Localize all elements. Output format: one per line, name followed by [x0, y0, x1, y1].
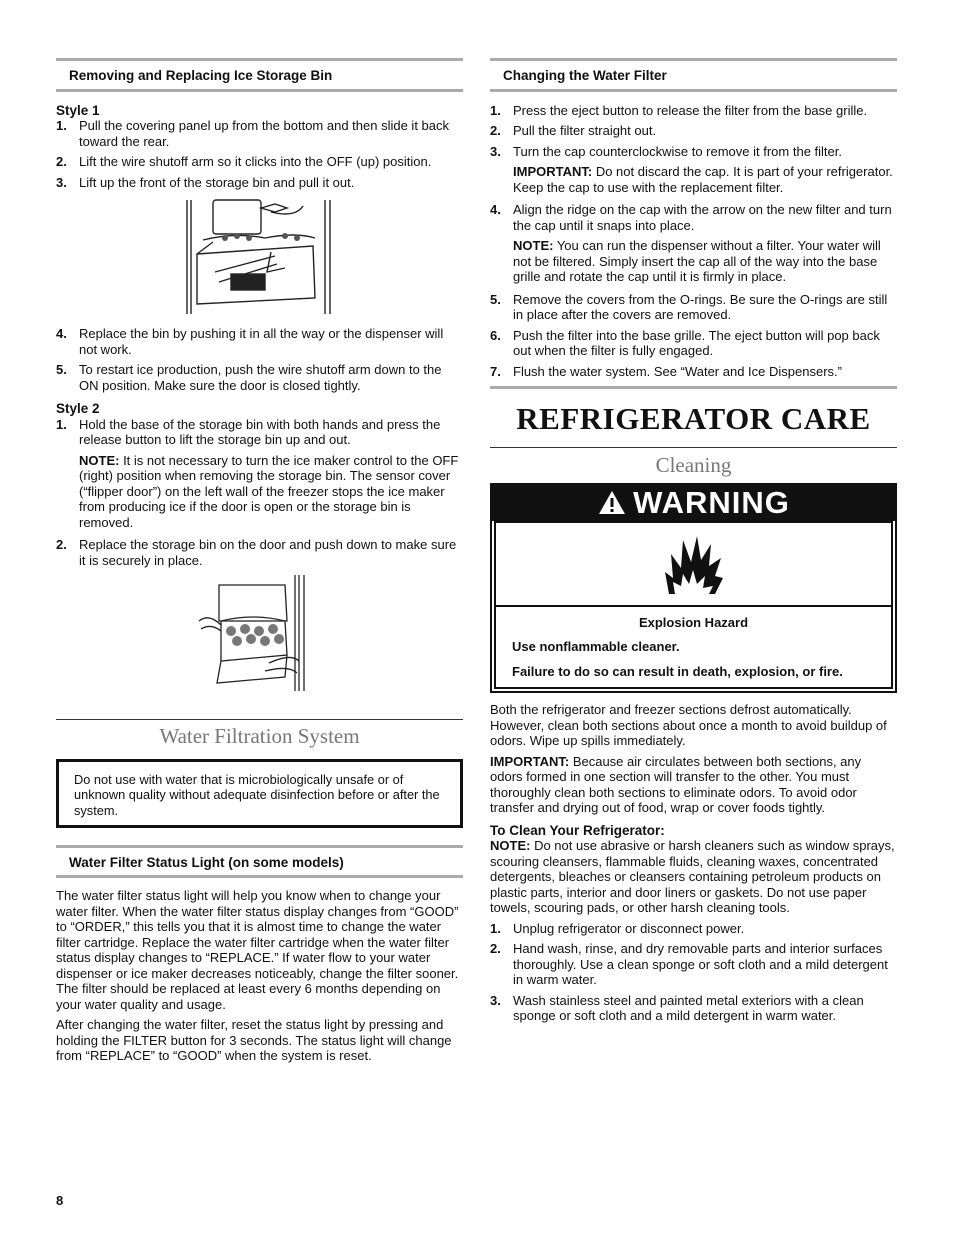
- important-note: IMPORTANT: Do not discard the cap. It is part of your refrigerator. Keep the cap to use with the replacement filter.: [513, 164, 893, 195]
- caution-box: Do not use with water that is microbiologically unsafe or of unknown quality without adequate disinfection before or after the system.: [56, 759, 463, 828]
- list-item: 3. Turn the cap counterclockwise to remove it from the filter. IMPORTANT: Do not discard the cap. It is part of your refrigerator. Keep the cap to use with the replacement filter.: [490, 144, 897, 198]
- important-paragraph: IMPORTANT: Because air circulates between both sections, any odors formed in one section will transfer to the other. You must thoroughly clean both sections to eliminate odors. To avoid odor transfer and drying out of food, wrap or cover foods tightly.: [490, 753, 862, 815]
- section-heading-water-filter: Changing the Water Filter: [490, 58, 897, 92]
- right-column: [490, 58, 897, 1029]
- left-column: [56, 58, 463, 1069]
- explosion-icon: [663, 532, 725, 596]
- style1-steps: [56, 118, 463, 190]
- ice-bin-style2-illustration: [195, 573, 325, 693]
- defrost-paragraph: Both the refrigerator and freezer sections defrost automatically. However, clean both sections about once a month to avoid buildup of odors. Wipe up spills immediately.: [490, 702, 887, 748]
- list-item: 1. Hold the base of the storage bin with both hands and press the release button to lift the storage bin up and out. NOTE: It is not necessary to turn the ice maker control to the OFF (right) position when removing the storage bin. The sensor cover (“flipper door”) on the left wall of the freezer stops the ice maker from producing ice if the door is open or the storage bin is removed.: [56, 417, 463, 533]
- list-item: 3. Lift up the front of the storage bin and pull it out.: [56, 174, 355, 190]
- warning-banner: [492, 485, 895, 521]
- list-item: 5. To restart ice production, push the wire shutoff arm down to the ON position. Make sure the door is closed tightly.: [56, 362, 442, 393]
- warning-label: WARNING: [633, 484, 790, 520]
- warning-text: [494, 607, 893, 690]
- cleaning-steps: [490, 921, 897, 1024]
- section-heading-ice-bin: Removing and Replacing Ice Storage Bin: [56, 58, 463, 92]
- hazard-title: Explosion Hazard: [638, 614, 749, 630]
- list-item: 4. Align the ridge on the cap with the arrow on the new filter and turn the cap until it snaps into place. NOTE: You can run the dispenser without a filter. Your water will not be filtered. Simply insert the cap all of the way into the base grille and rotate the cap until it is firmly in place.: [490, 202, 897, 287]
- section-heading-status-light: Water Filter Status Light (on some models): [56, 845, 463, 879]
- style2-label: Style 2: [56, 401, 100, 416]
- clean-subheading: To Clean Your Refrigerator:: [490, 822, 665, 838]
- style1-label: Style 1: [56, 102, 100, 118]
- warning-box: [490, 483, 897, 694]
- list-item: 1. Press the eject button to release the filter from the base grille.: [490, 102, 868, 118]
- style2-note: NOTE: It is not necessary to turn the ice maker control to the OFF (right) position when removing the storage bin. The sensor cover (“flipper door”) on the left wall of the freezer stops the ice maker from producing ice if the door is open or the storage bin is removed.: [79, 452, 459, 530]
- list-item: 1. Pull the covering panel up from the bottom and then slide it back toward the rear.: [56, 118, 449, 149]
- list-item: 6. Push the filter into the base grille. The eject button will pop back out when the filter is fully engaged.: [490, 327, 880, 358]
- list-item: 7. Flush the water system. See “Water and Ice Dispensers.”: [490, 363, 842, 379]
- water-filtration-heading: Water Filtration System: [159, 724, 360, 748]
- list-item: 1. Unplug refrigerator or disconnect power.: [490, 920, 745, 936]
- list-item: 2. Replace the storage bin on the door and push down to make sure it is securely in place.: [56, 537, 457, 568]
- list-item: 4. Replace the bin by pushing it in all the way or the dispenser will not work.: [56, 326, 444, 357]
- status-paragraph-2: After changing the water filter, reset the status light by pressing and holding the FILTER button for 3 seconds. The status light will change from “REPLACE” to “GOOD” when the system is reset.: [56, 1017, 452, 1063]
- ice-bin-style1-illustration: [175, 198, 345, 316]
- explosion-hazard-image: [494, 521, 893, 607]
- clean-note-paragraph: NOTE: Do not use abrasive or harsh cleaners such as window sprays, scouring cleansers, flammable fluids, cleaning waxes, concentrated detergents, bleaches or cleansers containing petroleum products on plastic parts, interior and door liners or gaskets. Do not use paper towels, scouring pads, or other harsh cleaning tools.: [490, 838, 895, 915]
- hazard-line-1: Use nonflammable cleaner.: [512, 639, 680, 654]
- filter-note: NOTE: You can run the dispenser without a filter. Your water will not be filtered. Simply insert the cap all of the way into the base grille and rotate the cap until it is firmly in place.: [513, 238, 881, 284]
- divider: [56, 719, 463, 720]
- style2-steps: [56, 417, 463, 569]
- page-title: REFRIGERATOR CARE: [516, 401, 871, 436]
- filter-steps: [490, 103, 897, 380]
- list-item: 2. Hand wash, rinse, and dry removable parts and interior surfaces thoroughly. Use a clean sponge or soft cloth and a mild detergent in warm water.: [490, 941, 888, 987]
- list-item: 5. Remove the covers from the O-rings. Be sure the O-rings are still in place after the covers are removed.: [490, 291, 888, 322]
- style1-steps-continued: [56, 326, 463, 393]
- warning-triangle-icon: [597, 489, 627, 516]
- divider: [490, 447, 897, 448]
- page-number: 8: [56, 1193, 64, 1208]
- list-item: 3. Wash stainless steel and painted metal exteriors with a clean sponge or soft cloth and a mild detergent in warm water.: [490, 992, 864, 1023]
- cleaning-heading: Cleaning: [655, 453, 732, 477]
- divider: [490, 386, 897, 389]
- hazard-line-2: Failure to do so can result in death, explosion, or fire.: [512, 663, 843, 679]
- list-item: 2. Lift the wire shutoff arm so it clicks into the OFF (up) position.: [56, 154, 432, 169]
- status-paragraph-1: The water filter status light will help you know when to change your water filter. When the water filter status display changes from “GOOD” to “ORDER,” this tells you that it is almost time to change the water filter cartridge. Replace the water filter cartridge when the water filter status display changes to “REPLACE.” If water flow to your water dispenser or ice maker decreases noticeably, change the filter sooner. The filter should be replaced at least every 6 months depending on your water quality and usage.: [56, 888, 459, 1012]
- list-item: 2. Pull the filter straight out.: [490, 123, 657, 138]
